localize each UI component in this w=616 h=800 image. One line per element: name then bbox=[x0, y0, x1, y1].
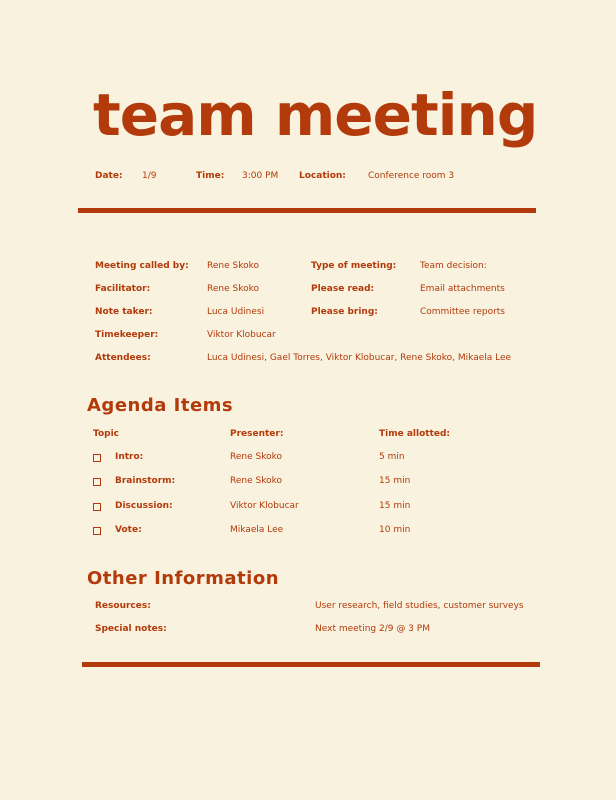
agenda-col-presenter: Presenter: bbox=[230, 429, 284, 439]
agenda-time: 15 min bbox=[379, 476, 411, 486]
please-read-value: Email attachments bbox=[420, 284, 505, 294]
bottom-divider bbox=[82, 662, 540, 667]
meeting-type-value: Team decision: bbox=[420, 261, 487, 271]
timekeeper-label: Timekeeper: bbox=[95, 330, 159, 340]
agenda-time: 15 min bbox=[379, 501, 411, 511]
agenda-presenter: Mikaela Lee bbox=[230, 525, 284, 535]
agenda-presenter: Viktor Klobucar bbox=[230, 501, 299, 511]
note-taker-value: Luca Udinesi bbox=[207, 307, 265, 317]
please-read-label: Please read: bbox=[311, 284, 375, 294]
other-info-heading: Other Information bbox=[87, 568, 280, 589]
meeting-type-label: Type of meeting: bbox=[311, 261, 397, 271]
resources-label: Resources: bbox=[95, 601, 151, 611]
note-taker-label: Note taker: bbox=[95, 307, 153, 317]
checkbox[interactable] bbox=[93, 527, 101, 535]
special-notes-value: Next meeting 2/9 @ 3 PM bbox=[315, 624, 430, 634]
date-label: Date: bbox=[95, 171, 123, 181]
agenda-time: 10 min bbox=[379, 525, 411, 535]
agenda-col-topic: Topic bbox=[93, 429, 119, 439]
attendees-value: Luca Udinesi, Gael Torres, Viktor Klobucar, Rene Skoko, Mikaela Lee bbox=[207, 353, 512, 363]
attendees-label: Attendees: bbox=[95, 353, 151, 363]
time-label: Time: bbox=[196, 171, 225, 181]
agenda-presenter: Rene Skoko bbox=[230, 452, 282, 462]
agenda-topic: Discussion: bbox=[115, 501, 173, 511]
checkbox[interactable] bbox=[93, 454, 101, 462]
date-value: 1/9 bbox=[142, 171, 157, 181]
top-divider bbox=[78, 208, 536, 213]
agenda-topic: Vote: bbox=[115, 525, 142, 535]
agenda-topic: Intro: bbox=[115, 452, 144, 462]
facilitator-value: Rene Skoko bbox=[207, 284, 259, 294]
agenda-heading: Agenda Items bbox=[87, 395, 234, 416]
location-label: Location: bbox=[299, 171, 346, 181]
timekeeper-value: Viktor Klobucar bbox=[207, 330, 276, 340]
time-value: 3:00 PM bbox=[242, 171, 279, 181]
page-title: team meeting bbox=[93, 81, 538, 149]
agenda-topic: Brainstorm: bbox=[115, 476, 176, 486]
please-bring-label: Please bring: bbox=[311, 307, 378, 317]
resources-value: User research, field studies, customer surveys bbox=[315, 601, 524, 611]
please-bring-value: Committee reports bbox=[420, 307, 505, 317]
facilitator-label: Facilitator: bbox=[95, 284, 151, 294]
agenda-col-time: Time allotted: bbox=[379, 429, 451, 439]
called-by-label: Meeting called by: bbox=[95, 261, 189, 271]
agenda-time: 5 min bbox=[379, 452, 405, 462]
special-notes-label: Special notes: bbox=[95, 624, 167, 634]
checkbox[interactable] bbox=[93, 478, 101, 486]
location-value: Conference room 3 bbox=[368, 171, 455, 181]
checkbox[interactable] bbox=[93, 503, 101, 511]
called-by-value: Rene Skoko bbox=[207, 261, 259, 271]
agenda-presenter: Rene Skoko bbox=[230, 476, 282, 486]
